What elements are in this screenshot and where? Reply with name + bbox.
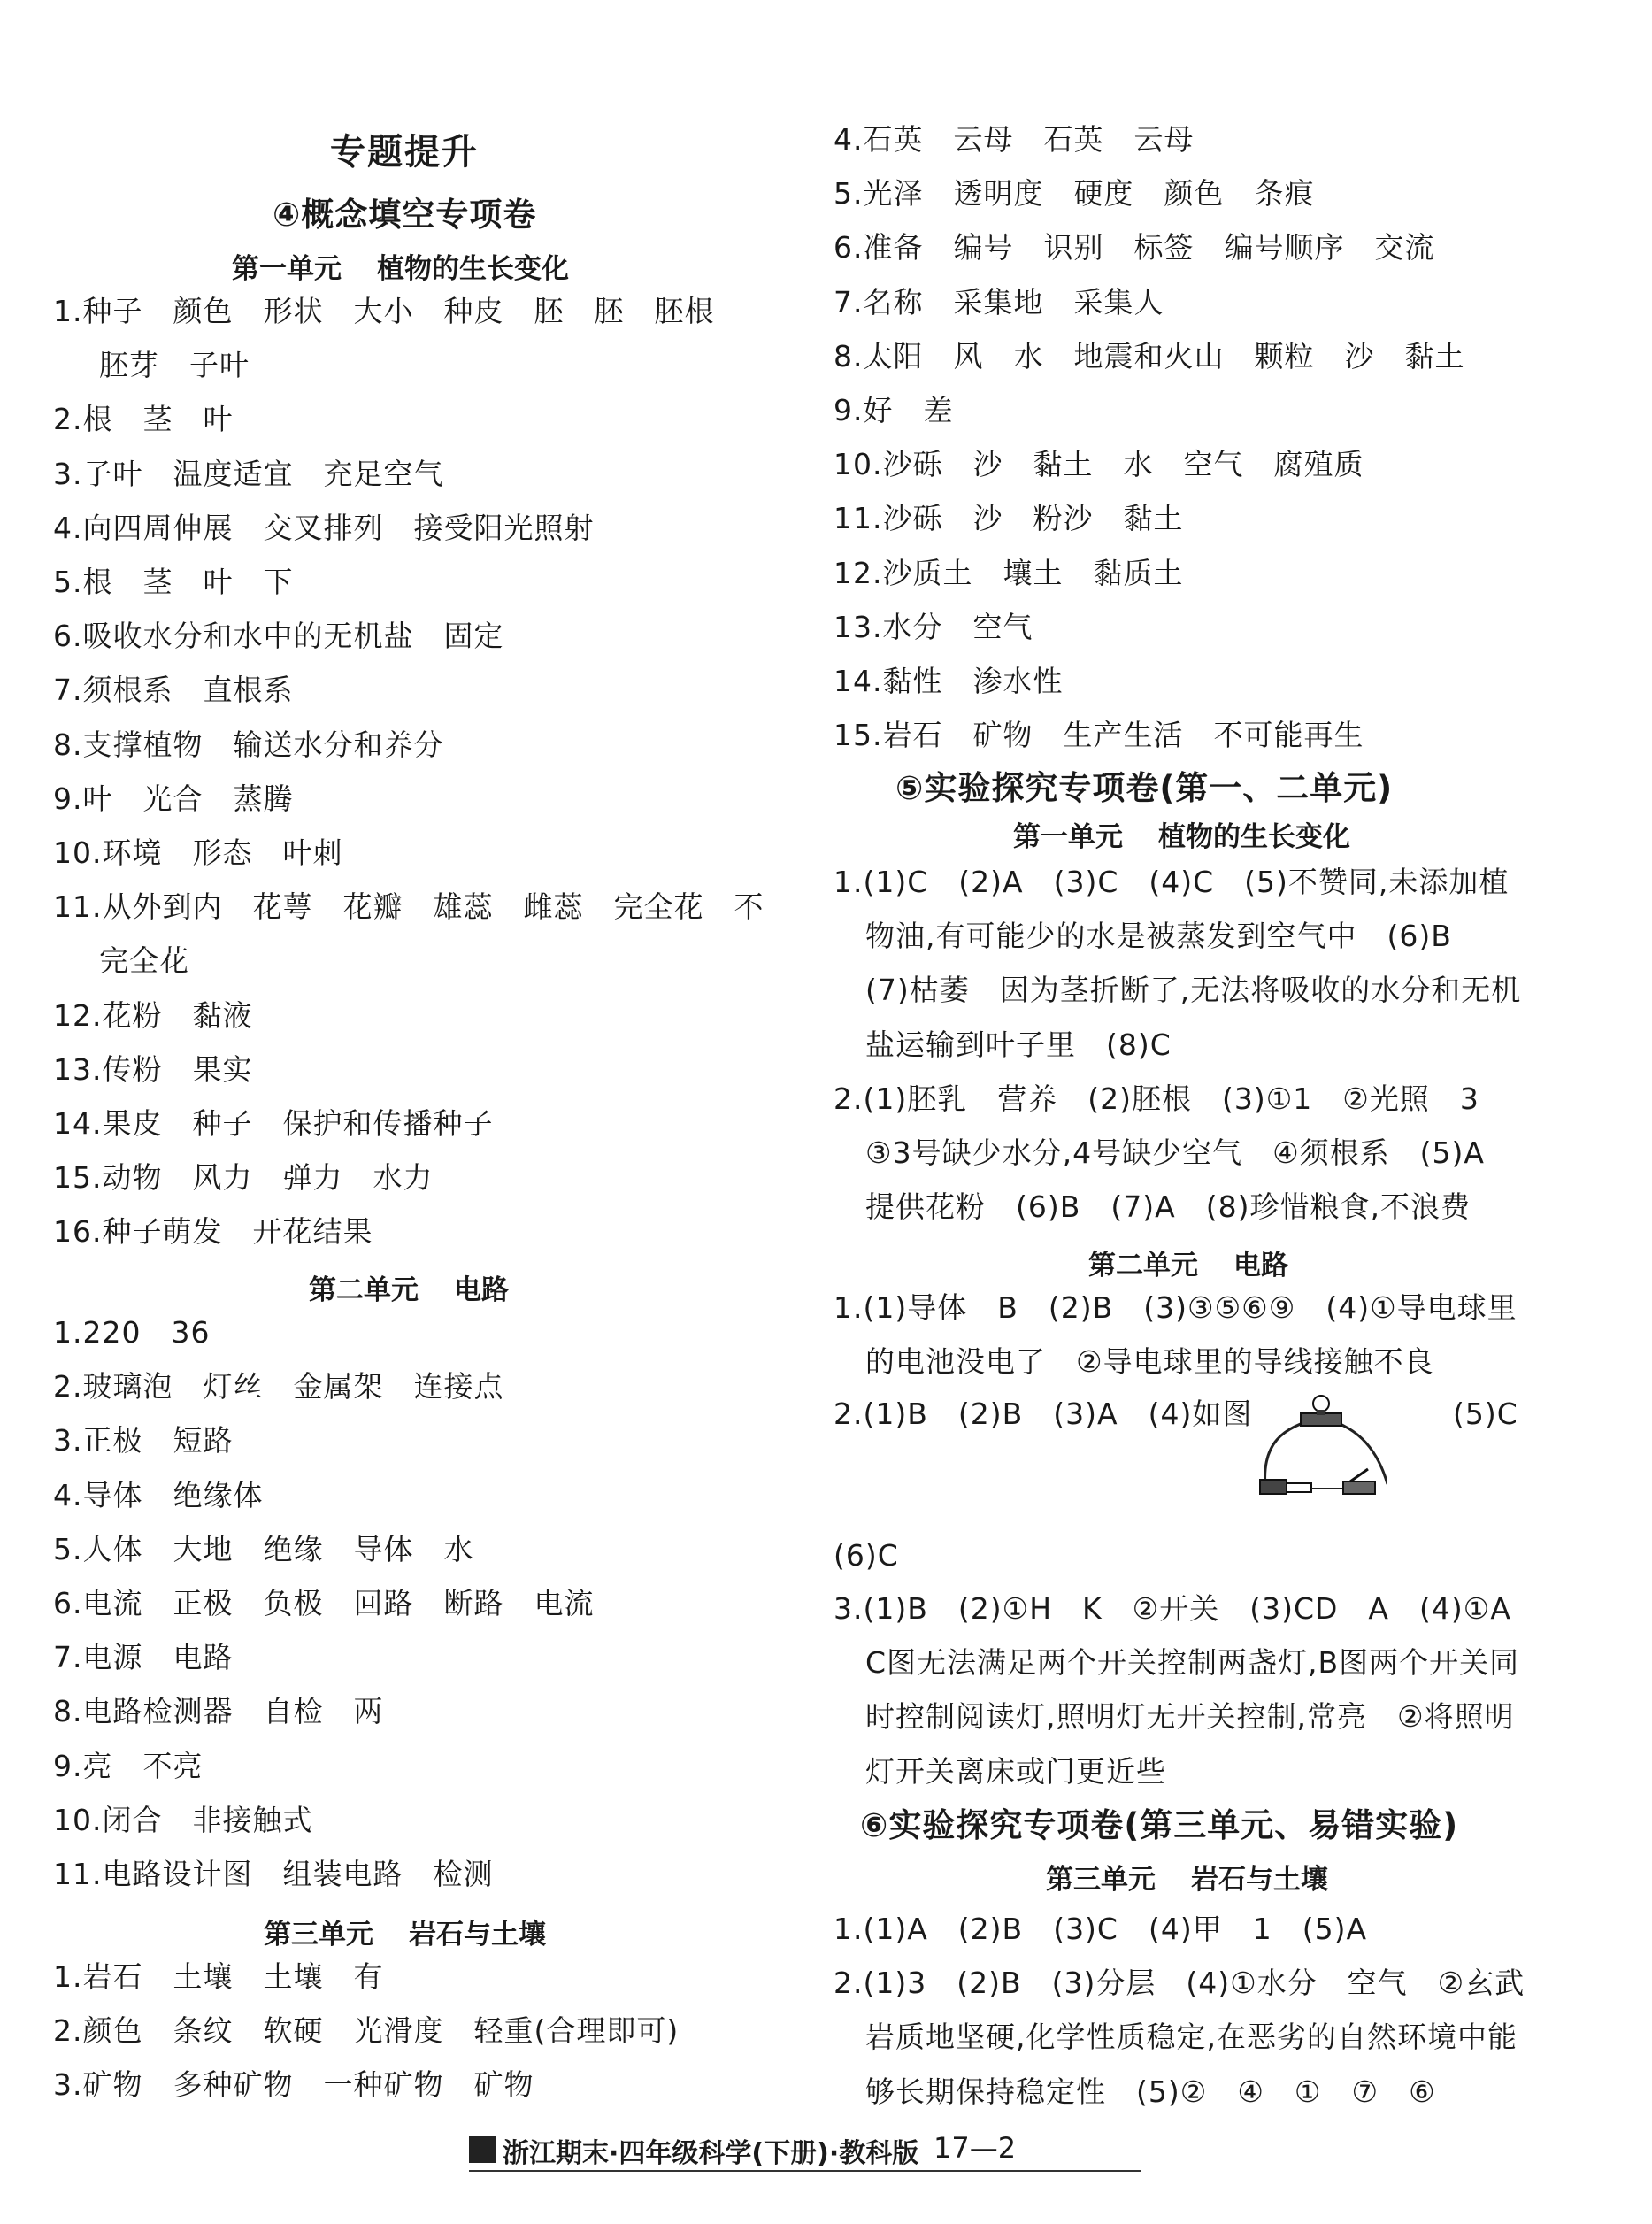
answer-item: 空气 bbox=[972, 609, 1033, 644]
answer-item: 连接点 bbox=[413, 1369, 504, 1404]
unit2-heading: 第二单元 电路 bbox=[309, 1274, 509, 1306]
answer-item: 差 bbox=[923, 393, 954, 427]
answer-item: 识别 bbox=[1043, 230, 1104, 265]
circuit-diagram-icon bbox=[1255, 1391, 1387, 1506]
answer-item: 10.闭合 bbox=[53, 1802, 163, 1837]
answer-item: 地震和火山 bbox=[1073, 338, 1225, 373]
answer-item: 标签 bbox=[1133, 230, 1195, 265]
answer-item: 胚芽 bbox=[99, 348, 159, 383]
answer-line: 1.(1)导体 B (2)B (3)③⑤⑥⑨ (4)①导电球里 bbox=[834, 1290, 1518, 1325]
answer-line: 1.(1)A (2)B (3)C (4)甲 1 (5)A bbox=[834, 1912, 1368, 1946]
answer-line bbox=[53, 997, 252, 1035]
answer-item: 不可能再生 bbox=[1213, 718, 1364, 753]
answer-line bbox=[834, 228, 1435, 267]
answer-item: 6.准备 bbox=[834, 230, 924, 265]
answer-item: 完全花 bbox=[99, 943, 189, 979]
page-footer bbox=[469, 2131, 1141, 2170]
answer-item: 8.电路检测器 bbox=[53, 1694, 234, 1729]
answer-item: 编号 bbox=[953, 230, 1014, 265]
answer-item: 15.岩石 bbox=[834, 718, 943, 753]
answer-item: 茎 bbox=[142, 565, 173, 599]
answer-item: 非接触式 bbox=[192, 1802, 313, 1837]
answer-item: 水力 bbox=[373, 1160, 434, 1196]
answer-item: 4.石英 bbox=[834, 122, 924, 157]
answer-item: 10.环境 bbox=[53, 835, 163, 870]
answer-item: 黏土 bbox=[1404, 338, 1465, 373]
answer-item: 颗粒 bbox=[1254, 338, 1315, 373]
answer-item: 渗水性 bbox=[972, 664, 1064, 698]
page-title: 专题提升 bbox=[330, 132, 479, 173]
answer-item: 采集地 bbox=[953, 284, 1044, 319]
answer-item: 土壤 bbox=[173, 1959, 234, 1994]
answer-line bbox=[834, 391, 954, 430]
answer-item: 保护和传播种子 bbox=[282, 1106, 494, 1141]
answer-item: 负极 bbox=[263, 1586, 324, 1620]
answer-item: 直根系 bbox=[203, 673, 294, 708]
answer-item: 1.岩石 bbox=[53, 1959, 143, 1994]
answer-line bbox=[53, 1421, 234, 1460]
answer-item: 5.人体 bbox=[53, 1531, 143, 1566]
answer-item: 7.须根系 bbox=[53, 673, 173, 708]
answer-line: 提供花粉 (6)B (7)A (8)珍惜粮食,不浪费 bbox=[865, 1189, 1471, 1225]
answer-item: 条纹 bbox=[173, 2013, 234, 2049]
answer-item: 矿物 bbox=[972, 718, 1033, 753]
answer-item: 石英 bbox=[1043, 122, 1104, 157]
answer-item: 检测 bbox=[433, 1857, 494, 1891]
answer-item: 组装电路 bbox=[282, 1857, 403, 1891]
answer-item: 花萼 bbox=[252, 889, 313, 925]
answer-item: 透明度 bbox=[953, 176, 1044, 212]
answer-line: 2.(1)胚乳 营养 (2)胚根 (3)①1 ②光照 3 bbox=[834, 1081, 1479, 1116]
answer-item: 土壤 bbox=[263, 1959, 324, 1994]
answer-item: 叶 bbox=[203, 402, 234, 437]
answer-item: 2.颜色 bbox=[53, 2013, 143, 2049]
answer-item: 14.果皮 bbox=[53, 1106, 163, 1141]
page-number: 17—2 bbox=[934, 2131, 1017, 2165]
answer-item: 灯丝 bbox=[203, 1369, 264, 1404]
answer-item: 9.好 bbox=[834, 393, 894, 427]
answer-item: 风力 bbox=[192, 1160, 253, 1196]
answer-line bbox=[53, 888, 764, 927]
answer-item: 8.支撑植物 bbox=[53, 727, 204, 762]
answer-item: 条痕 bbox=[1254, 176, 1315, 212]
answer-item: 输送水分和养分 bbox=[233, 727, 444, 762]
answer-item: 沙 bbox=[972, 501, 1003, 536]
footer-mark-icon bbox=[469, 2136, 496, 2163]
answer-item: 3.子叶 bbox=[53, 456, 143, 491]
answer-line bbox=[834, 499, 1183, 538]
answer-item: 沙 bbox=[1344, 338, 1375, 373]
answer-item: 一种矿物 bbox=[323, 2067, 444, 2103]
answer-item: 黏土 bbox=[1033, 447, 1094, 482]
answer-item: 壤土 bbox=[1003, 555, 1064, 590]
answer-item: 编号顺序 bbox=[1224, 230, 1345, 265]
answer-line bbox=[53, 1530, 474, 1569]
answer-line bbox=[53, 455, 444, 494]
answer-item: 绝缘体 bbox=[173, 1477, 264, 1512]
answer-line: C图无法满足两个开关控制两盏灯,B图两个开关同 bbox=[865, 1645, 1520, 1681]
answer-line bbox=[834, 716, 1364, 755]
answer-item: 水 bbox=[443, 1531, 474, 1566]
answer-item: 自检 bbox=[263, 1694, 324, 1729]
answer-item: 大地 bbox=[173, 1531, 234, 1566]
answer-line bbox=[53, 509, 595, 548]
answer-line bbox=[53, 942, 189, 981]
s6-unit3-heading: 第三单元 岩石与土壤 bbox=[1046, 1864, 1328, 1896]
answer-line: 1.(1)C (2)A (3)C (4)C (5)不赞同,未添加植 bbox=[834, 865, 1510, 899]
answer-line bbox=[834, 120, 1195, 159]
answer-item: 5.根 bbox=[53, 565, 113, 599]
footer-book-title: 浙江期末·四年级科学(下册)·教科版 bbox=[503, 2138, 919, 2169]
answer-line bbox=[53, 1958, 384, 1997]
answer-item: 短路 bbox=[173, 1423, 234, 1458]
answer-item: 轻重(合理即可) bbox=[473, 2013, 680, 2049]
answer-line bbox=[53, 400, 234, 439]
answer-item: 15.动物 bbox=[53, 1160, 163, 1196]
answer-item: 云母 bbox=[1133, 122, 1195, 157]
answer-item: 子叶 bbox=[189, 348, 250, 383]
answer-line bbox=[834, 283, 1164, 322]
answer-item: 温度适宜 bbox=[173, 456, 294, 491]
answer-line: 时控制阅读灯,照明灯无开关控制,常亮 ②将照明 bbox=[865, 1699, 1515, 1735]
q2-answer-6: (6)C bbox=[834, 1538, 899, 1573]
answer-line bbox=[53, 1801, 312, 1840]
answer-item: 黏质土 bbox=[1093, 555, 1184, 590]
answer-item: 形态 bbox=[192, 835, 253, 870]
answer-item: 不亮 bbox=[142, 1748, 204, 1783]
answer-item: 沙 bbox=[972, 447, 1003, 482]
answer-line bbox=[53, 671, 294, 710]
answer-item: 8.太阳 bbox=[834, 338, 924, 373]
answer-line bbox=[834, 608, 1033, 647]
answer-item: 粉沙 bbox=[1033, 501, 1094, 536]
answer-line bbox=[53, 1313, 210, 1352]
answer-item: 5.光泽 bbox=[834, 176, 924, 212]
answer-item: 完全花 bbox=[613, 889, 704, 925]
answer-item: 导体 bbox=[353, 1531, 414, 1566]
answer-item: 水 bbox=[1123, 447, 1154, 482]
answer-item: 有 bbox=[353, 1959, 384, 1994]
answer-item: 9.叶 bbox=[53, 781, 113, 816]
answer-line bbox=[53, 1584, 595, 1623]
answer-item: 12.沙质土 bbox=[834, 555, 973, 590]
answer-item: 硬度 bbox=[1073, 176, 1134, 212]
footer-rule bbox=[469, 2170, 1141, 2172]
answer-line bbox=[53, 834, 342, 873]
answer-item: 黏液 bbox=[192, 997, 253, 1033]
answer-line bbox=[53, 1212, 373, 1251]
answer-item: 10.沙砾 bbox=[834, 447, 943, 482]
answer-line bbox=[53, 1638, 234, 1677]
answer-item: 云母 bbox=[953, 122, 1014, 157]
answer-item: 12.花粉 bbox=[53, 997, 163, 1033]
answer-item: 光合 bbox=[142, 781, 204, 816]
unit1-heading: 第一单元 植物的生长变化 bbox=[232, 253, 569, 285]
answer-item: 颜色 bbox=[1164, 176, 1225, 212]
answer-line bbox=[53, 1104, 493, 1143]
answer-line bbox=[834, 554, 1183, 593]
answer-item: 交叉排列 bbox=[263, 510, 384, 545]
answer-item: 胚根 bbox=[654, 294, 715, 328]
answer-item: 36 bbox=[171, 1315, 211, 1350]
answer-item: 6.吸收水分和水中的无机盐 bbox=[53, 619, 414, 654]
answer-line bbox=[53, 1476, 264, 1515]
answer-item: 11.电路设计图 bbox=[53, 1857, 253, 1891]
answer-line bbox=[53, 2012, 679, 2051]
answer-item: 16.种子萌发 bbox=[53, 1214, 223, 1250]
answer-line bbox=[53, 1367, 504, 1406]
answer-item: 采集人 bbox=[1073, 284, 1164, 319]
answer-item: 固定 bbox=[443, 619, 504, 654]
answer-item: 种子 bbox=[192, 1106, 253, 1141]
unit3-heading: 第三单元 岩石与土壤 bbox=[264, 1919, 546, 1951]
answer-line bbox=[53, 1747, 204, 1786]
answer-item: 正极 bbox=[173, 1586, 234, 1620]
answer-item: 2.玻璃泡 bbox=[53, 1369, 173, 1404]
answer-item: 11.沙砾 bbox=[834, 501, 943, 536]
answer-item: 2.根 bbox=[53, 402, 113, 437]
answer-item: 风 bbox=[953, 338, 984, 373]
answer-item: 7.电源 bbox=[53, 1640, 143, 1675]
answer-item: 金属架 bbox=[293, 1369, 384, 1404]
answer-item: 形状 bbox=[263, 294, 324, 328]
section-6-title: ⑥实验探究专项卷(第三单元、易错实验) bbox=[860, 1806, 1459, 1844]
answer-line: 物油,有可能少的水是被蒸发到空气中 (6)B bbox=[865, 919, 1452, 954]
answer-item: 黏土 bbox=[1123, 501, 1184, 536]
answer-item: 空气 bbox=[1183, 447, 1244, 482]
answer-item: 不 bbox=[734, 889, 765, 925]
s5-unit1-heading: 第一单元 植物的生长变化 bbox=[1013, 821, 1350, 853]
answer-item: 绝缘 bbox=[263, 1531, 324, 1566]
answer-item: 多种矿物 bbox=[173, 2067, 294, 2103]
answer-item: 14.黏性 bbox=[834, 664, 943, 698]
answer-item: 茎 bbox=[142, 402, 173, 437]
answer-item: 胚 bbox=[594, 294, 625, 328]
answer-item: 叶 bbox=[203, 565, 234, 599]
answer-item: 种皮 bbox=[443, 294, 504, 328]
answer-item: 1.220 bbox=[53, 1315, 142, 1350]
answer-item: 生产生活 bbox=[1063, 718, 1184, 753]
answer-line: 盐运输到叶子里 (8)C bbox=[865, 1027, 1172, 1062]
answer-item: 雌蕊 bbox=[523, 889, 584, 925]
answer-item: 11.从外到内 bbox=[53, 889, 223, 925]
answer-line: 3.(1)B (2)①H K ②开关 (3)CD A (4)①A bbox=[834, 1591, 1511, 1626]
answer-line bbox=[53, 617, 504, 656]
answer-item: 3.矿物 bbox=[53, 2067, 143, 2103]
answer-line: ③3号缺少水分,4号缺少空气 ④须根系 (5)A bbox=[865, 1135, 1485, 1170]
answer-item: 胚 bbox=[534, 294, 565, 328]
answer-line: (7)枯萎 因为茎折断了,无法将吸收的水分和无机 bbox=[865, 973, 1522, 1008]
answer-line bbox=[53, 1158, 433, 1197]
answer-item: 回路 bbox=[353, 1586, 414, 1620]
answer-line: 岩质地坚硬,化学性质稳定,在恶劣的自然环境中能 bbox=[865, 2020, 1518, 2055]
answer-line: 灯开关离床或门更近些 bbox=[865, 1753, 1166, 1789]
answer-item: 叶刺 bbox=[282, 835, 343, 870]
answer-line bbox=[834, 445, 1364, 484]
section-5-title: ⑤实验探究专项卷(第一、二单元) bbox=[895, 769, 1394, 807]
answer-item: 断路 bbox=[443, 1586, 504, 1620]
answer-line bbox=[53, 292, 715, 331]
answer-item: 4.导体 bbox=[53, 1477, 143, 1512]
answer-item: 3.正极 bbox=[53, 1423, 143, 1458]
answer-line bbox=[53, 780, 294, 819]
answer-line bbox=[53, 726, 444, 765]
answer-item: 果实 bbox=[192, 1051, 253, 1087]
answer-item: 弹力 bbox=[282, 1160, 343, 1196]
section-4-title: ④概念填空专项卷 bbox=[273, 196, 537, 234]
q2-answer: 2.(1)B (2)B (3)A (4)如图 bbox=[834, 1397, 1253, 1431]
answer-line bbox=[834, 174, 1315, 213]
answer-item: 颜色 bbox=[173, 294, 234, 328]
answer-line bbox=[834, 337, 1465, 376]
answer-item: 花瓣 bbox=[342, 889, 403, 925]
answer-item: 下 bbox=[263, 565, 294, 599]
answer-item: 腐殖质 bbox=[1273, 447, 1364, 482]
answer-item: 6.电流 bbox=[53, 1586, 143, 1620]
answer-line: 够长期保持稳定性 (5)② ④ ① ⑦ ⑥ bbox=[865, 2074, 1436, 2109]
answer-line: 2.(1)3 (2)B (3)分层 (4)①水分 空气 ②玄武 bbox=[834, 1966, 1525, 2001]
answer-item: 蒸腾 bbox=[233, 781, 294, 816]
answer-item: 9.亮 bbox=[53, 1748, 113, 1783]
answer-item: 水 bbox=[1013, 338, 1044, 373]
answer-item: 雄蕊 bbox=[433, 889, 494, 925]
answer-item: 4.向四周伸展 bbox=[53, 510, 234, 545]
answer-line: 的电池没电了 ②导电球里的导线接触不良 bbox=[865, 1344, 1434, 1380]
answer-line bbox=[53, 2066, 534, 2105]
s5-unit2-heading: 第二单元 电路 bbox=[1088, 1250, 1288, 1281]
answer-item: 7.名称 bbox=[834, 284, 924, 319]
answer-line bbox=[53, 1855, 493, 1894]
answer-line bbox=[53, 563, 294, 602]
answer-item: 接受阳光照射 bbox=[413, 510, 595, 545]
answer-item: 大小 bbox=[353, 294, 414, 328]
answer-item: 两 bbox=[353, 1694, 384, 1729]
answer-line bbox=[53, 1050, 252, 1089]
answer-line bbox=[53, 1692, 384, 1731]
answer-item: 交流 bbox=[1374, 230, 1435, 265]
answer-item: 13.传粉 bbox=[53, 1051, 163, 1087]
answer-line bbox=[834, 662, 1063, 701]
q2-answer-5: (5)C bbox=[1453, 1397, 1518, 1431]
answer-item: 电路 bbox=[173, 1640, 234, 1675]
answer-item: 矿物 bbox=[473, 2067, 534, 2103]
answer-item: 光滑度 bbox=[353, 2013, 444, 2049]
answer-item: 电流 bbox=[534, 1586, 595, 1620]
answer-item: 开花结果 bbox=[252, 1214, 373, 1250]
answer-item: 软硬 bbox=[263, 2013, 324, 2049]
answer-item: 13.水分 bbox=[834, 609, 943, 644]
answer-item: 充足空气 bbox=[323, 456, 444, 491]
answer-item: 1.种子 bbox=[53, 294, 143, 328]
answer-line bbox=[53, 346, 250, 385]
